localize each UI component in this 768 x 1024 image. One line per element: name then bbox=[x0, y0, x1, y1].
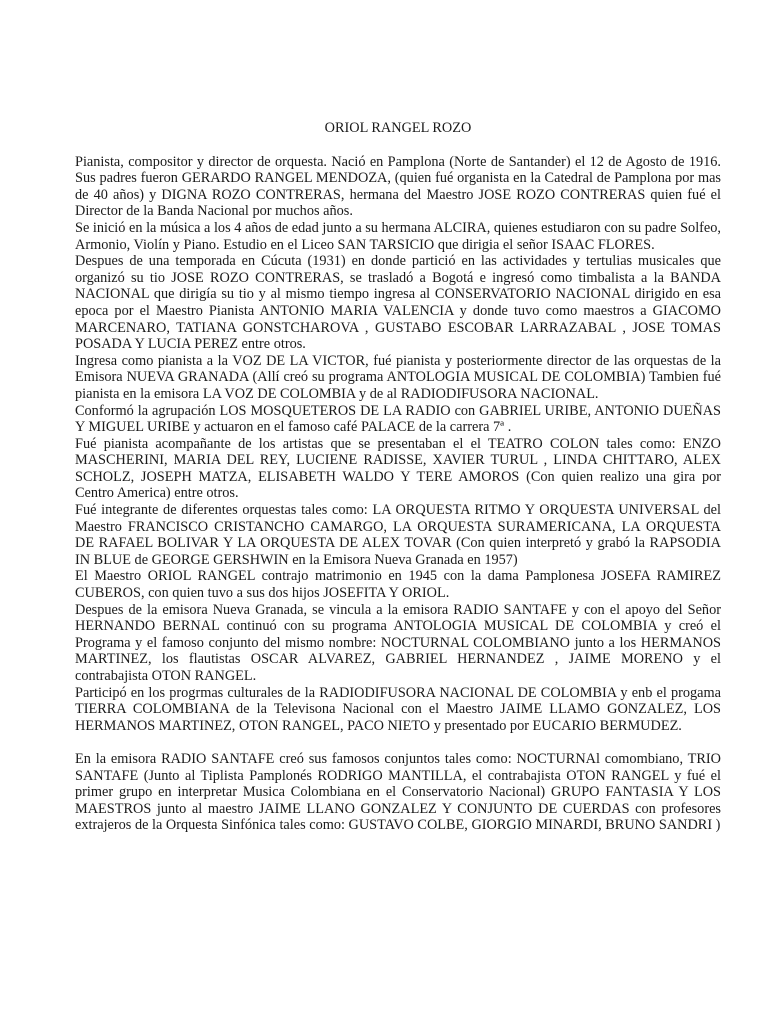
paragraph-spacer bbox=[75, 734, 721, 751]
paragraph-cucuta-bogota: Despues de una temporada en Cúcuta (1931) en donde partició en las actividades y tertulias musicales que organizó su tio JOSE ROZO CONTRERAS, se trasladó a Bogotá e ingresó como timbalista a la BANDA NACIONAL que dirigía su tio y al mismo tiempo ingresa al CONSERVATORIO NACIONAL dirigido en esa epoca por el Maestro Pianista ANTONIO MARIA VALENCIA y donde tuvo como maestros a GIACOMO MARCENARO, TATIANA GONSTCHAROVA , GUSTABO ESCOBAR LARRAZABAL , JOSE TOMAS POSADA Y LUCIA PEREZ entre otros. bbox=[75, 253, 721, 353]
document-title: ORIOL RANGEL ROZO bbox=[324, 120, 472, 136]
paragraph-radio-santafe: Despues de la emisora Nueva Granada, se vincula a la emisora RADIO SANTAFE y con el apoyo del Señor HERNANDO BERNAL continuó con su programa ANTOLOGIA MUSICAL DE COLOMBIA y creó el Programa y el famoso conjunto del mismo nombre: NOCTURNAL COLOMBIANO junto a los HERMANOS MARTINEZ, los flautistas OSCAR ALVAREZ, GABRIEL HERNANDEZ , JAIME MORENO y el contrabajista OTON RANGEL. bbox=[75, 601, 721, 684]
document-page bbox=[75, 120, 721, 834]
paragraph-radiodifusora: Participó en los progrmas culturales de la RADIODIFUSORA NACIONAL DE COLOMBIA y enb el progama TIERRA COLOMBIANA de la Televisona Nacional con el Maestro JAIME LLAMO GONZALEZ, LOS HERMANOS MARTINEZ, OTON RANGEL, PACO NIETO y presentado por EUCARIO BERMUDEZ. bbox=[75, 684, 721, 734]
paragraph-orquestas: Fué integrante de diferentes orquestas tales como: LA ORQUESTA RITMO Y ORQUESTA UNIVERSAL del Maestro FRANCISCO CRISTANCHO CAMARGO, LA ORQUESTA SURAMERICANA, LA ORQUESTA DE RAFAEL BOLIVAR Y LA ORQUESTA DE ALEX TOVAR (Con quien interpretó y grabó la RAPSODIA IN BLUE de GEORGE GERSHWIN en la Emisora Nueva Granada en 1957) bbox=[75, 502, 721, 568]
paragraph-birth: Pianista, compositor y director de orquesta. Nació en Pamplona (Norte de Santander) el 12 de Agosto de 1916. Sus padres fueron GERARDO RANGEL MENDOZA, (quien fué organista en la Catedral de Pamplona por mas de 40 años) y DIGNA ROZO CONTRERAS, hermana del Maestro JOSE ROZO CONTRERAS quien fué el Director de la Banda Nacional por muchos años. bbox=[75, 153, 721, 220]
paragraph-conjuntos: En la emisora RADIO SANTAFE creó sus famosos conjuntos tales como: NOCTURNAl comombiano, TRIO SANTAFE (Junto al Tiplista Pamplonés RODRIGO MANTILLA, el contrabajista OTON RANGEL y fué el primer grupo en interpretar Musica Colombiana en el Conservatorio Nacional) GRUPO FANTASIA Y LOS MAESTROS junto al maestro JAIME LLANO GONZALEZ Y CONJUNTO DE CUERDAS con profesores extrajeros de la Orquesta Sinfónica tales como: GUSTAVO COLBE, GIORGIO MINARDI, BRUNO SANDRI ) bbox=[75, 750, 721, 834]
paragraph-early-music: Se inició en la música a los 4 años de edad junto a su hermana ALCIRA, quienes estudiaron con su padre Solfeo, Armonio, Violín y Piano. Estudio en el Liceo SAN TARSICIO que dirigia el señor ISAAC FLORES. bbox=[75, 219, 721, 253]
paragraph-matrimonio: El Maestro ORIOL RANGEL contrajo matrimonio en 1945 con la dama Pamplonesa JOSEFA RAMIREZ CUBEROS, con quien tuvo a sus dos hijos JOSEFITA Y ORIOL. bbox=[75, 568, 721, 602]
paragraph-teatro-colon: Fué pianista acompañante de los artistas que se presentaban el el TEATRO COLON tales como: ENZO MASCHERINI, MARIA DEL REY, LUCIENE RADISSE, XAVIER TURUL , LINDA CHITTARO, ALEX SCHOLZ, JOSEPH MATZA, ELISABETH WALDO Y TERE AMOROS (Con quien realizo una gira por Centro America) entre otros. bbox=[75, 435, 721, 502]
paragraph-voz-de-la-victor: Ingresa como pianista a la VOZ DE LA VICTOR, fué pianista y posteriormente director de las orquestas de la Emisora NUEVA GRANADA (Allí creó su programa ANTOLOGIA MUSICAL DE COLOMBIA) Tambien fué pianista en la emisora LA VOZ DE COLOMBIA y de al RADIODIFUSORA NACIONAL. bbox=[75, 352, 721, 402]
paragraph-mosqueteros: Conformó la agrupación LOS MOSQUETEROS DE LA RADIO con GABRIEL URIBE, ANTONIO DUEÑAS Y MIGUEL URIBE y actuaron en el famoso café PALACE de la carrera 7ª . bbox=[75, 402, 721, 436]
